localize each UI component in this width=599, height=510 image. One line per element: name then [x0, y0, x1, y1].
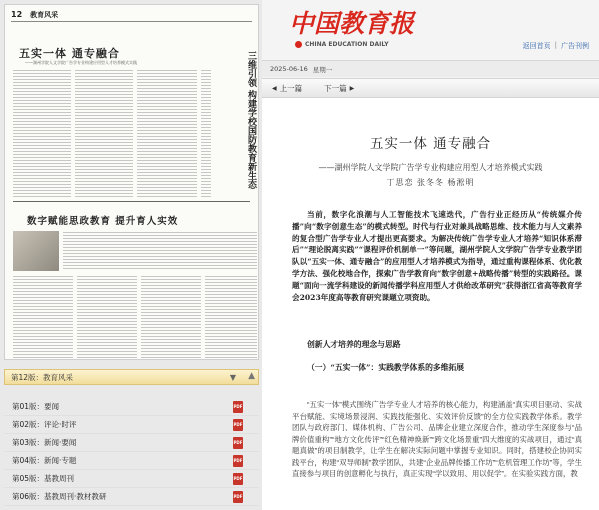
newspaper-section: 教育风采 — [30, 10, 59, 19]
home-link[interactable]: 返回首页 — [522, 42, 551, 50]
issue-date: 2025-06-16 — [270, 65, 308, 73]
page-list — [4, 398, 259, 506]
pdf-icon[interactable]: PDF — [233, 401, 243, 413]
site-logo-en — [295, 41, 389, 48]
pdf-icon[interactable]: PDF — [233, 473, 243, 485]
newspaper-page-header — [11, 8, 252, 22]
prev-article-label[interactable]: 上一篇 — [279, 83, 303, 93]
newspaper-text-block — [141, 275, 201, 359]
newspaper-text-block — [201, 69, 211, 197]
prev-article-button[interactable] — [272, 83, 302, 94]
pdf-icon[interactable]: PDF — [233, 491, 243, 503]
article-lead-paragraph: 当前，数字化浪潮与人工智能技术飞速迭代，广告行业正经历从“传统媒介传播”向“数字创意生态”的模式转型。时代与行业对兼具战略思维、技术能力与人文素养的复合型广告学专业人才提出更高要求。为解决传统广告学专业人才培养“知识体系滞后”“理论脱离实践”“课程评价机制单一”等问题，湖州学院人文学院广告学专业教学团队以“五实一体、通专融合”的应用型人才培养模式为指导，通过重构课程体系、优化教学方法、强化校地合作，探索广告学教育向“数字创意+战略传播”转型的实践路径。课题“面向一流学科建设的新闻传播学科应用型人才供给改革研究”获得浙江省高等教育学会2023年度高等教育研究课题立项资助。 — [292, 210, 582, 302]
ad-rates-link[interactable]: 广告刊例 — [561, 42, 589, 50]
newspaper-headline-second[interactable]: 数字赋能思政教育 提升育人实效 — [27, 216, 179, 227]
scroll-up-icon[interactable]: ▲ — [248, 371, 255, 381]
newspaper-page-thumbnail[interactable] — [4, 4, 259, 360]
chevron-down-icon[interactable]: ▼ — [229, 372, 237, 382]
top-nav — [523, 41, 589, 51]
newspaper-text-block — [77, 275, 137, 359]
newspaper-page-number: 12 — [11, 10, 23, 19]
page-list-label[interactable]: 第05版：基教周刊 — [12, 474, 75, 483]
triangle-right-icon: ▶ — [349, 84, 355, 92]
site-logo-en-text: CHINA EDUCATION DAILY — [305, 41, 389, 48]
newspaper-subheadline: ——湖州学院人文学院广告学专业构建应用型人才培养模式实践 — [25, 60, 137, 65]
newspaper-text-block — [13, 69, 71, 197]
newspaper-photo — [13, 231, 59, 271]
article-subtitle: ——湖州学院人文学院广告学专业构建应用型人才培养模式实践 — [318, 163, 543, 172]
next-article-label[interactable]: 下一篇 — [324, 83, 347, 93]
current-page-selector[interactable] — [4, 369, 259, 385]
triangle-left-icon: ◀ — [272, 84, 277, 92]
globe-icon — [295, 41, 302, 48]
page-list-item[interactable] — [4, 488, 259, 506]
issue-weekday: 星期一 — [312, 65, 333, 74]
newspaper-text-block — [63, 231, 257, 271]
current-page-label: 第12版：教育风采 — [11, 372, 74, 382]
pdf-icon[interactable]: PDF — [233, 437, 243, 449]
page-list-item[interactable] — [4, 452, 259, 470]
page-list-item[interactable] — [4, 434, 259, 452]
article-nav — [262, 78, 599, 98]
date-bar — [262, 60, 599, 77]
site-logo[interactable]: 中国教育报 — [289, 9, 415, 38]
article-panel — [262, 0, 599, 510]
pdf-icon[interactable]: PDF — [233, 455, 243, 467]
newspaper-vertical-headline[interactable]: 三维引领 构建学校国防教育新生态 — [246, 51, 256, 190]
article-content — [262, 98, 599, 510]
newspaper-text-block — [205, 275, 257, 359]
page-list-label[interactable]: 第01版：要闻 — [12, 402, 60, 411]
pdf-icon[interactable]: PDF — [233, 419, 243, 431]
nav-separator: | — [554, 41, 557, 49]
page-list-label[interactable]: 第02版：评论·时评 — [12, 420, 77, 429]
page-list-label[interactable]: 第03版：新闻·要闻 — [12, 438, 77, 447]
page-viewer-panel — [0, 0, 262, 510]
newspaper-text-block — [137, 69, 197, 197]
article-subsection-heading: （一）“五实一体”：实践教学体系的多维拓展 — [307, 363, 465, 372]
newspaper-headline-main[interactable]: 五实一体 通专融合 — [19, 47, 120, 60]
article-section-heading: 创新人才培养的理念与思路 — [307, 340, 401, 349]
page-list-item[interactable] — [4, 470, 259, 488]
page-list-label[interactable]: 第06版：基教周刊·教材教研 — [12, 492, 107, 501]
newspaper-text-block — [13, 275, 73, 359]
page-list-item[interactable] — [4, 416, 259, 434]
article-body-paragraph: “五实一体”模式围绕广告学专业人才培养的核心能力，构建涵盖“真实项目驱动、实战平台赋能、实境场景浸润、实践技能强化、实效评价反馈”的全方位实践教学体系。教学团队与政府部门、媒体机构、广告公司、品牌企业建立深度合作，推动学生深度参与“品牌价值重构”“地方文化传评”“红色精神焕新”“跨文化场景重”四大维度的实战项目，通过“真题真做”的项目制教学，让学生在解决实际问题中掌握专业知识。同时，搭建校企协同实践平台，构建“双导师制”教学团队，共建“企业品牌传播工作坊”“危机管理工作坊”等，学生直接参与项目的创意孵化与执行，真正实现“学以致用、用以促学”。在实验实践方面，教 — [292, 400, 582, 478]
article-title: 五实一体 通专融合 — [369, 136, 492, 152]
newspaper-text-block — [75, 69, 133, 197]
newspaper-divider — [13, 201, 250, 202]
page-list-label[interactable]: 第04版：新闻·专题 — [12, 456, 77, 465]
article-authors: 丁思恋 张冬冬 杨淞明 — [386, 178, 475, 187]
next-article-button[interactable] — [324, 83, 354, 94]
page-list-item[interactable] — [4, 398, 259, 416]
